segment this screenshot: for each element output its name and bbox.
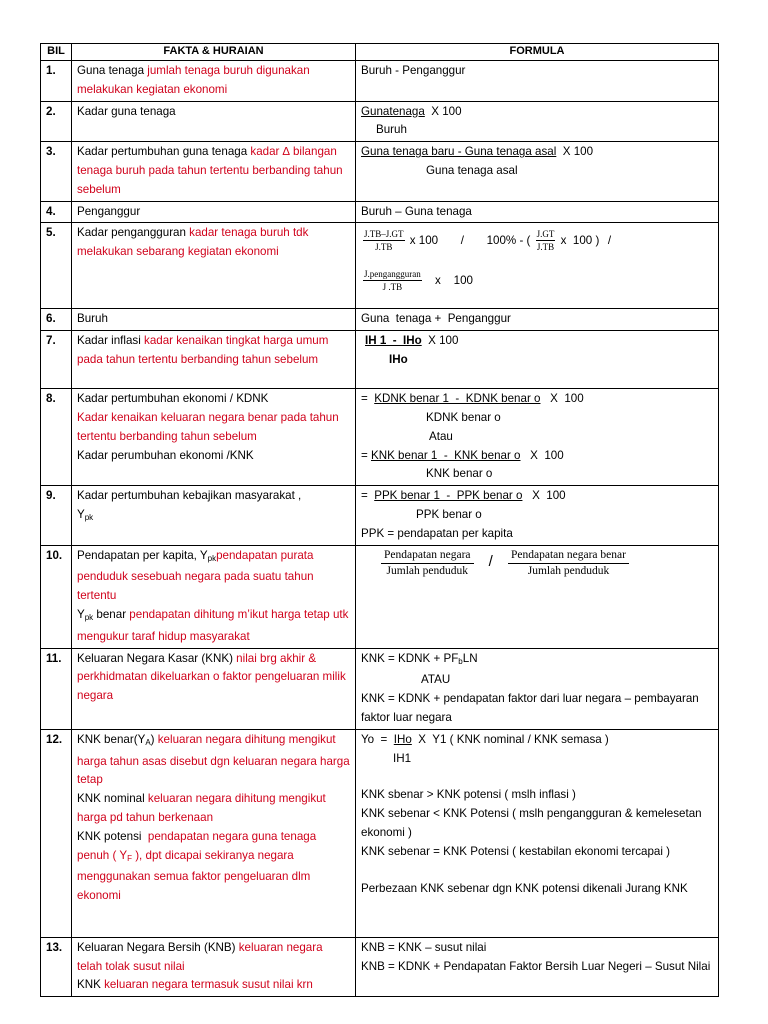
term: Kadar pengangguran (77, 226, 190, 240)
formula-denominator: Guna tenaga asal (426, 163, 518, 177)
term: Kadar guna tenaga (77, 104, 176, 118)
formula-multiplier: X 100 (540, 392, 584, 406)
definition: pendapatan purata penduduk sesebuah negara pada suatu tahun tertentu (77, 548, 314, 603)
formula-numerator: KNK benar 1 - KNK benar o (371, 448, 521, 462)
term-subscript: pk (207, 553, 217, 563)
fakta-cell (72, 937, 356, 996)
formula: KNB = KNK – susut nilai (361, 940, 487, 954)
formula: LN (462, 651, 478, 665)
separator: / (607, 234, 612, 248)
definition: nilai brg akhir & perkhidmatan dikeluarkan o faktor pengeluaran milik negara (77, 651, 346, 703)
formula: Buruh - Penganggur (361, 64, 466, 77)
formula-multiplier: X 100 (520, 448, 564, 462)
formula: Guna tenaga + Penganggur (361, 312, 511, 326)
header-fakta: FAKTA & HURAIAN (72, 44, 356, 61)
table-row (41, 142, 719, 201)
formula-multiplier: X 100 (556, 145, 594, 159)
header-bil: BIL (41, 44, 72, 61)
term-subscript: pk (84, 512, 94, 522)
term-subscript: pk (84, 612, 94, 622)
formula-denominator: PPK benar o (416, 507, 482, 521)
fakta-cell (72, 201, 356, 223)
formula-denominator: KDNK benar o (426, 410, 501, 424)
table-row (41, 201, 719, 223)
formula-cell (356, 201, 719, 223)
formula-prefix: = (361, 392, 375, 406)
term: Kadar pertumbuhan guna tenaga (77, 145, 251, 159)
row-number: 3. (41, 142, 72, 201)
separator: / (488, 553, 493, 571)
atau-label: ATAU (421, 673, 451, 687)
row-number: 5. (41, 223, 72, 309)
header-formula: FORMULA (356, 44, 719, 61)
row-number: 6. (41, 309, 72, 331)
formula-note: PPK = pendapatan per kapita (361, 526, 513, 540)
formula-cell (356, 937, 719, 996)
fraction-numerator: J.pengangguran (364, 269, 421, 280)
table-row (41, 486, 719, 545)
table-row (41, 223, 719, 309)
row-number: 10. (41, 545, 72, 648)
table-row (41, 389, 719, 486)
fakta-cell (72, 309, 356, 331)
table-row (41, 729, 719, 937)
row-number: 12. (41, 729, 72, 937)
fakta-cell (72, 729, 356, 937)
formula-numerator: Guna tenaga baru - Guna tenaga asal (361, 145, 557, 159)
formula-multiplier: X 100 (522, 489, 566, 503)
fraction (363, 269, 422, 293)
formula-prefix: 100% - ( (486, 234, 531, 248)
formula-denominator: IHo (389, 352, 408, 366)
formula-numerator: PPK benar 1 - PPK benar o (374, 489, 523, 503)
fraction-numerator: Pendapatan negara (381, 548, 474, 564)
row-number: 13. (41, 937, 72, 996)
formula: KNB = KDNK + Pendapatan Faktor Bersih Luar Negeri – Susut Nilai (361, 959, 711, 973)
definition: jumlah tenaga buruh digunakan melakukan kegiatan ekonomi (77, 64, 310, 96)
formula-multiplier: X 100 (421, 334, 459, 348)
fakta-cell (72, 61, 356, 102)
formula-cell (356, 331, 719, 389)
term: ) (150, 732, 158, 746)
table-row (41, 331, 719, 389)
term: Penganggur (77, 204, 141, 218)
term: Keluaran Negara Bersih (KNB) (77, 940, 239, 954)
definition: keluaran negara termasuk susut nilai krn (104, 978, 313, 992)
term: KNK benar(Y (77, 732, 146, 746)
term: benar (93, 607, 130, 621)
definition: keluaran negara dihitung mengikut harga tahun asas disebut dgn keluaran negara harga tetap (77, 732, 350, 787)
formula-numerator: IH 1 - IHo (365, 334, 422, 348)
formula-multiplier: x 100 (409, 234, 439, 248)
fraction-denominator: J.TB (536, 242, 555, 253)
table-row (41, 61, 719, 102)
table-row (41, 545, 719, 648)
fraction-denominator: Jumlah penduduk (527, 564, 610, 577)
definition: kadar kenaikan tingkat harga umum pada tahun tertentu berbanding tahun sebelum (77, 334, 329, 366)
formula: KNK = KDNK + PF (361, 651, 459, 665)
formula-prefix: = (361, 489, 375, 503)
fraction-numerator: J.GT (536, 229, 555, 240)
term: Kadar perumbuhan ekonomi /KNK (77, 448, 254, 462)
definition: ), dpt dicapai sekiranya negara menggunakan semua faktor pengeluaran dlm ekonomi (77, 848, 311, 903)
row-number: 7. (41, 331, 72, 389)
formula-line: KNK sbenar > KNK potensi ( mslh inflasi ) (361, 788, 576, 802)
table-row (41, 648, 719, 729)
formula-cell (356, 61, 719, 102)
term-subscript: A (145, 737, 151, 747)
formula-cell (356, 101, 719, 142)
definition: pendapatan negara guna tenaga penuh ( Y (77, 829, 317, 862)
fakta-cell (72, 486, 356, 545)
row-number: 9. (41, 486, 72, 545)
row-number: 8. (41, 389, 72, 486)
fakta-cell (72, 545, 356, 648)
term: Guna tenaga (77, 64, 148, 77)
fakta-cell (72, 648, 356, 729)
definition: keluaran negara dihitung mengikut harga pd tahun berkenaan (77, 792, 326, 824)
term: KNK nominal (77, 792, 148, 806)
formula-denominator: KNK benar o (426, 467, 493, 481)
fraction-denominator: J .TB (382, 282, 403, 293)
term-symbol: Y (77, 607, 85, 621)
fakta-cell (72, 331, 356, 389)
definition: keluaran negara telah tolak susut nilai (77, 940, 323, 973)
table-row (41, 309, 719, 331)
term: Kadar pertumbuhan kebajikan masyarakat , (77, 489, 302, 503)
row-number: 11. (41, 648, 72, 729)
formula-line: KNK sebenar < KNK Potensi ( mslh pengangguran & kemelesetan ekonomi ) (361, 807, 702, 839)
term: Keluaran Negara Kasar (KNK) (77, 651, 237, 665)
formula: Buruh – Guna tenaga (361, 204, 472, 218)
fakta-cell (72, 101, 356, 142)
formula-prefix: Yo = (361, 732, 394, 746)
separator: / (460, 234, 464, 248)
term-symbol: Y (77, 507, 85, 521)
term: Kadar inflasi (77, 334, 145, 348)
term: Kadar pertumbuhan ekonomi / KDNK (77, 392, 269, 406)
table-row (41, 937, 719, 996)
term: Buruh (77, 312, 108, 326)
table-row (41, 101, 719, 142)
formula: KNK = KDNK + pendapatan faktor dari luar negara – pembayaran faktor luar negara (361, 692, 699, 724)
fraction-numerator: J.TB–J.GT (364, 229, 404, 240)
term: KNK (77, 978, 105, 992)
row-number: 4. (41, 201, 72, 223)
row-number: 2. (41, 101, 72, 142)
formula-cell (356, 648, 719, 729)
formula-cell (356, 142, 719, 201)
fraction (508, 548, 629, 579)
fakta-cell (72, 142, 356, 201)
term: KNK potensi (77, 829, 148, 843)
fraction (381, 548, 474, 579)
fraction-denominator: Jumlah penduduk (386, 564, 468, 577)
formula-line: Perbezaan KNK sebenar dgn KNK potensi dikenali Jurang KNK (361, 881, 688, 895)
formula-cell (356, 486, 719, 545)
formula-line: KNK sebenar = KNK Potensi ( kestabilan ekonomi tercapai ) (361, 844, 671, 858)
formula-denominator: IH1 (393, 751, 412, 765)
term: Pendapatan per kapita, Y (77, 548, 208, 562)
fraction-numerator: Pendapatan negara benar (508, 548, 629, 564)
formula-numerator: IHo (393, 732, 412, 746)
formula-cell (356, 309, 719, 331)
formula-multiplier: x 100 (434, 274, 473, 288)
formula-prefix: = (361, 448, 371, 462)
fraction (363, 229, 405, 253)
fakta-cell (72, 223, 356, 309)
atau-label: Atau (429, 429, 453, 443)
formula-table (40, 43, 719, 997)
formula-cell (356, 729, 719, 937)
formula-denominator: Buruh (376, 123, 407, 137)
definition-subscript: F (127, 853, 132, 863)
formula-numerator: KDNK benar 1 - KDNK benar o (374, 392, 541, 406)
fraction-denominator: J.TB (375, 242, 393, 253)
formula-subscript: b (458, 656, 463, 666)
fraction (536, 229, 556, 253)
formula-suffix: x 100 ) (560, 234, 600, 248)
definition: Kadar kenaikan keluaran negara benar pada tahun tertentu berbanding tahun sebelum (77, 410, 339, 443)
formula-numerator: Gunatenaga (361, 104, 425, 118)
row-number: 1. (41, 61, 72, 102)
definition: kadar tenaga buruh tdk melakukan sebarang kegiatan ekonomi (77, 226, 309, 259)
formula-rest: X Y1 ( KNK nominal / KNK semasa ) (411, 732, 609, 746)
definition: pendapatan dihitung m’ikut harga tetap utk mengukur taraf hidup masyarakat (77, 607, 349, 643)
header-row (41, 44, 719, 61)
fakta-cell (72, 389, 356, 486)
formula-cell (356, 545, 719, 648)
formula-multiplier: X 100 (424, 104, 462, 118)
formula-cell (356, 223, 719, 309)
definition: kadar ∆ bilangan tenaga buruh pada tahun tertentu berbanding tahun sebelum (77, 145, 343, 196)
formula-cell (356, 389, 719, 486)
